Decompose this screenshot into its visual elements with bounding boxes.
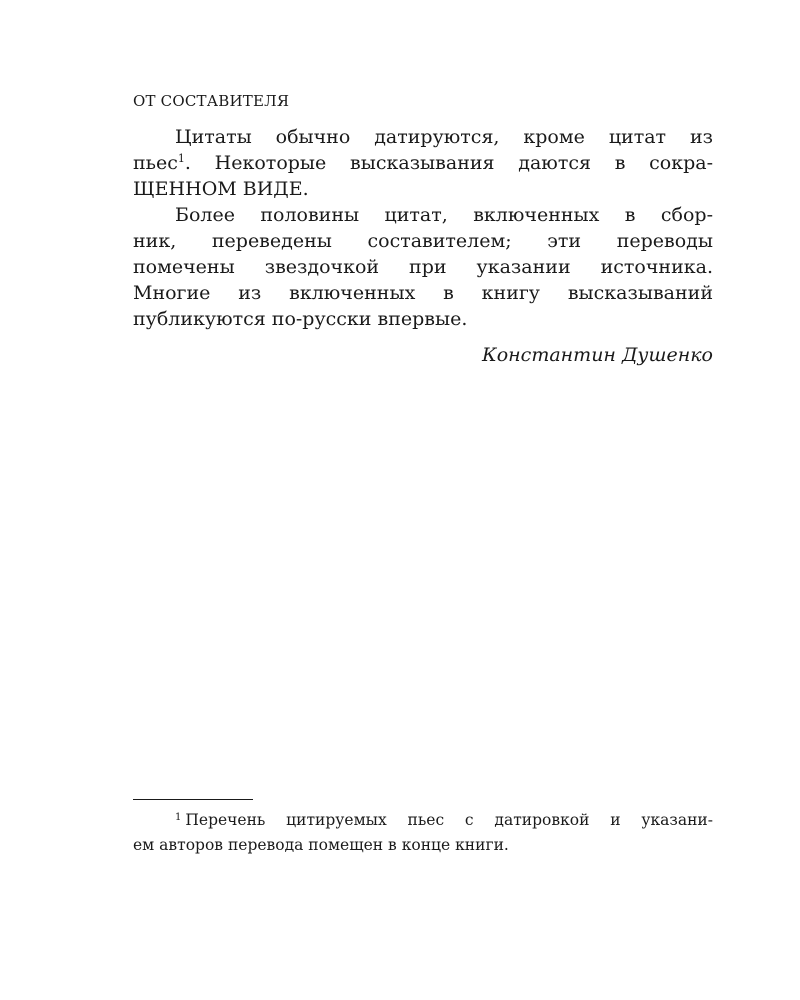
footnote-mark: 1 [175,812,182,823]
paragraph-2-line-3: помечены звездочкой при указании источника. [133,256,713,278]
paragraph-2-line-5: публикуются по-русски впервые. [133,308,468,330]
footnote-rule [133,799,253,800]
paragraph-1-line-2-start: пьес [133,152,178,174]
footnote-line-2: ем авторов перевода помещен в конце книги. [133,836,509,854]
paragraph-2-line-1: Более половины цитат, включенных в сбор- [175,204,713,226]
body-text [133,124,713,368]
footnote-line-1-text: Перечень цитируемых пьес с датировкой и указани- [185,811,713,829]
paragraph-1-line-3: ЩЕННОМ ВИДЕ. [133,178,309,200]
paragraph-1-line-2 [133,150,713,176]
signature: Константин Душенко [482,344,713,366]
footnote-line-1 [133,808,713,833]
footnote [133,808,713,858]
paragraph-1-line-1: Цитаты обычно датируются, кроме цитат из [175,126,713,148]
paragraph-1-line-2-end: . Некоторые высказывания даются в сокра- [184,152,713,174]
paragraph-2-line-2: ник, переведены составителем; эти переводы [133,230,713,252]
book-page [133,0,713,1000]
footnote-reference[interactable]: 1 [177,152,185,165]
running-head: ОТ СОСТАВИТЕЛЯ [133,92,290,110]
paragraph-2-line-4: Многие из включенных в книгу высказываний [133,282,713,304]
